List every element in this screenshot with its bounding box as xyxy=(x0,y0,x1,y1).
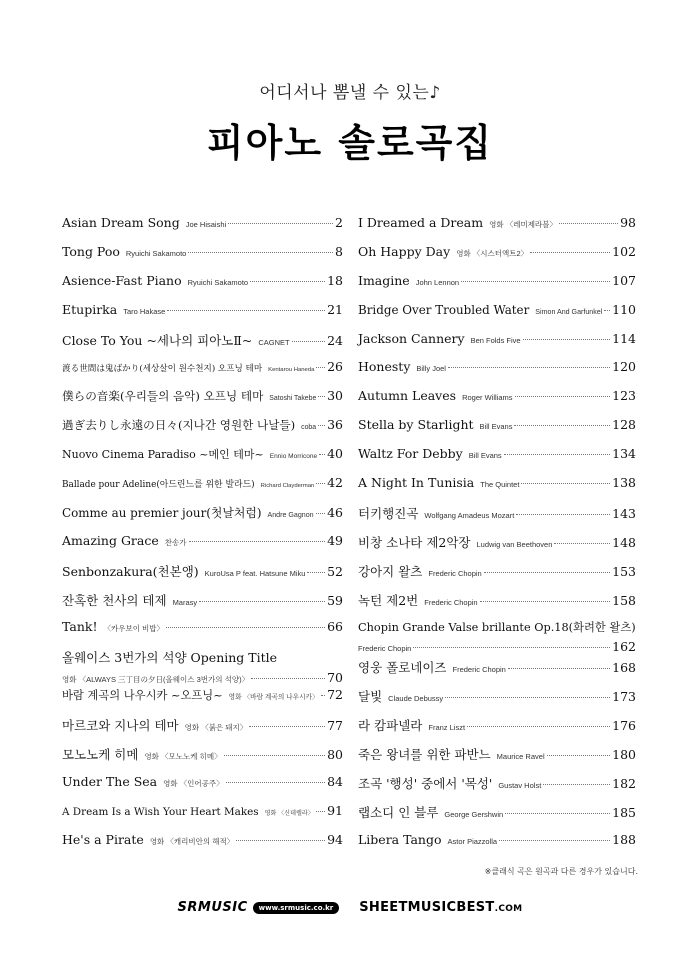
toc-entry xyxy=(358,446,636,475)
song-title: 라 캄파넬라 xyxy=(358,718,423,734)
song-artist: Frederic Chopin xyxy=(452,665,506,675)
page-number: 2 xyxy=(335,215,343,230)
song-artist: 영화 〈바람 계곡의 나우시카〉 xyxy=(228,694,319,702)
page-number: 18 xyxy=(327,272,343,288)
dot-leader xyxy=(199,601,325,602)
dot-leader xyxy=(307,572,325,573)
toc-entry xyxy=(62,562,343,591)
page-number: 114 xyxy=(612,330,636,346)
song-title: Stella by Starlight xyxy=(358,417,474,433)
toc-entry xyxy=(62,533,343,562)
song-title: I Dreamed a Dream xyxy=(358,215,484,230)
toc-entry xyxy=(358,716,636,745)
song-title: Bridge Over Troubled Water xyxy=(358,302,530,317)
page-number: 40 xyxy=(327,446,343,462)
book-subtitle: 어디서나 뽐낼 수 있는♪ xyxy=(259,83,441,103)
page-number: 42 xyxy=(327,475,343,491)
dot-leader xyxy=(413,647,610,648)
dot-leader xyxy=(188,252,333,253)
dot-leader xyxy=(480,601,611,602)
dot-leader xyxy=(445,697,610,698)
dot-leader xyxy=(226,782,325,783)
song-artist: John Lennon xyxy=(415,277,460,287)
song-artist: Frederic Chopin xyxy=(358,644,412,654)
song-artist: 영화 〈ALWAYS 三丁目の夕日(올웨이스 3번가의 석양)〉 xyxy=(62,675,250,685)
song-title: Under The Sea xyxy=(62,774,158,790)
toc-entry xyxy=(358,832,636,861)
dot-leader xyxy=(249,726,325,727)
dot-leader xyxy=(167,310,325,311)
page-number: 180 xyxy=(612,747,636,763)
dot-leader xyxy=(318,425,325,426)
toc-entry xyxy=(358,475,636,504)
page-number: 46 xyxy=(327,504,343,520)
srmusic-logo: SRMUSIC xyxy=(177,900,248,915)
song-title: 죽은 왕녀를 위한 파반느 xyxy=(358,747,491,763)
page-number: 52 xyxy=(327,563,343,579)
song-artist: 영화 〈모노노케 히메〉 xyxy=(144,752,222,762)
dot-leader xyxy=(543,784,610,785)
page-number: 138 xyxy=(612,475,636,491)
toc-entry xyxy=(62,359,343,388)
song-artist: CAGNET xyxy=(258,337,290,347)
dot-leader xyxy=(559,223,618,224)
page-number: 153 xyxy=(612,563,636,579)
dot-leader xyxy=(523,339,611,340)
dot-leader xyxy=(224,755,326,756)
page-number: 188 xyxy=(612,831,636,847)
song-artist: KuroUsa P feat. Hatsune Miku xyxy=(204,568,306,578)
toc-entry xyxy=(358,619,636,658)
dot-leader xyxy=(508,668,610,669)
dot-leader xyxy=(292,341,326,342)
song-title: Imagine xyxy=(358,272,410,288)
page-number: 110 xyxy=(612,301,636,317)
song-artist: Satoshi Takebe xyxy=(269,395,317,403)
page-number: 120 xyxy=(612,359,636,375)
toc-entry xyxy=(358,774,636,803)
page-number: 49 xyxy=(327,532,343,548)
song-artist: George Gershwin xyxy=(444,809,504,819)
dot-leader xyxy=(250,281,325,282)
dot-leader xyxy=(166,627,325,628)
page-number: 24 xyxy=(327,332,343,348)
toc-entry xyxy=(62,417,343,446)
toc-entry xyxy=(358,658,636,687)
page-number: 143 xyxy=(612,505,636,521)
dot-leader xyxy=(604,310,610,311)
toc-entry xyxy=(62,745,343,774)
dot-leader xyxy=(514,425,610,426)
song-title: Oh Happy Day xyxy=(358,243,451,259)
toc-entry xyxy=(358,388,636,417)
toc-entry xyxy=(62,273,343,302)
page-number: 102 xyxy=(612,243,636,259)
song-title: 영웅 폴로네이즈 xyxy=(358,660,447,676)
song-artist: Claude Debussy xyxy=(388,694,444,704)
dot-leader xyxy=(467,726,610,727)
song-title: He's a Pirate xyxy=(62,831,144,847)
song-artist: Franz Liszt xyxy=(428,723,466,733)
song-title: Close To You ~세나의 피아노Ⅱ~ xyxy=(62,332,253,348)
page-number: 59 xyxy=(327,592,343,608)
toc-entry xyxy=(62,619,343,648)
page-number: 173 xyxy=(612,689,636,705)
song-artist: Ryuichi Sakamoto xyxy=(125,248,187,258)
classical-note: ※클래식 곡은 원곡과 다른 경우가 있습니다. xyxy=(484,867,638,876)
toc-entry xyxy=(358,687,636,716)
toc-entry xyxy=(62,687,343,716)
toc-entry xyxy=(358,273,636,302)
song-title: 過ぎ去りし永遠の日々(지나간 영원한 나날들) xyxy=(62,418,296,433)
toc-entry xyxy=(358,591,636,620)
page-number: 26 xyxy=(327,359,343,375)
dot-leader xyxy=(236,840,325,841)
song-title: Comme au premier jour(첫날처럼) xyxy=(62,505,262,520)
song-title: 랩소디 인 블루 xyxy=(358,804,439,820)
song-artist: Ludwig van Beethoven xyxy=(476,539,553,549)
song-title: Jackson Cannery xyxy=(358,330,465,346)
dot-leader xyxy=(530,252,610,253)
song-artist: Ennio Morricone xyxy=(269,453,318,461)
toc-entry xyxy=(62,215,343,244)
song-title: 비창 소나타 제2악장 xyxy=(358,534,471,550)
song-artist: The Quintet xyxy=(480,480,520,490)
page-number: 80 xyxy=(327,747,343,763)
dot-leader xyxy=(316,811,325,812)
footer xyxy=(0,900,700,915)
song-artist: coba xyxy=(301,424,317,432)
toc-entry xyxy=(358,331,636,360)
page-number: 21 xyxy=(327,301,343,317)
dot-leader xyxy=(316,513,325,514)
song-artist: 영화 〈신데렐라〉 xyxy=(264,809,314,817)
toc-entry xyxy=(358,533,636,562)
song-title: 잔혹한 천사의 테제 xyxy=(62,592,167,608)
toc-entry xyxy=(358,504,636,533)
song-artist: 영화 〈캐리비안의 해적〉 xyxy=(149,836,235,846)
song-artist: 찬송가 xyxy=(164,537,187,547)
page-number: 134 xyxy=(612,446,636,462)
sheetmusicbest-suffix: .COM xyxy=(494,904,523,914)
dot-leader xyxy=(251,678,325,679)
dot-leader xyxy=(515,396,611,397)
page-number: 182 xyxy=(612,776,636,792)
song-artist: Frederic Chopin xyxy=(424,597,478,607)
dot-leader xyxy=(505,813,610,814)
song-title: 녹턴 제2번 xyxy=(358,592,419,608)
page-number: 94 xyxy=(327,831,343,847)
toc-right-column xyxy=(358,215,636,861)
toc-entry xyxy=(62,648,343,687)
toc-entry xyxy=(62,475,343,504)
toc-entry xyxy=(358,244,636,273)
dot-leader xyxy=(316,367,325,368)
page-number: 91 xyxy=(327,802,343,818)
toc-entry xyxy=(62,302,343,331)
song-title: 모노노케 히메 xyxy=(62,747,139,763)
page-number: 30 xyxy=(327,388,343,404)
toc-entry xyxy=(358,803,636,832)
page-number: 98 xyxy=(620,215,636,230)
page-number: 70 xyxy=(327,670,343,686)
dot-leader xyxy=(319,454,325,455)
song-title: Asience-Fast Piano xyxy=(62,272,182,288)
toc-entry xyxy=(62,774,343,803)
sheetmusicbest-name: SHEETMUSICBEST xyxy=(359,900,495,915)
song-title: Tong Poo xyxy=(62,243,120,259)
dot-leader xyxy=(504,454,610,455)
toc-entry xyxy=(62,504,343,533)
song-artist: 영화 〈붉은 돼지〉 xyxy=(184,723,248,733)
song-title: Nuovo Cinema Paradiso ~메인 테마~ xyxy=(62,448,264,462)
song-artist: Astor Piazzolla xyxy=(447,836,498,846)
srmusic-url: www.srmusic.co.kr xyxy=(253,902,340,914)
page-number: 36 xyxy=(327,417,343,433)
song-artist: Ryuichi Sakamoto xyxy=(187,277,249,287)
song-artist: Roger Williams xyxy=(462,393,513,403)
page-number: 162 xyxy=(612,639,636,655)
song-title: Amazing Grace xyxy=(62,532,159,548)
page-number: 185 xyxy=(612,804,636,820)
page-number: 123 xyxy=(612,388,636,404)
dot-leader xyxy=(189,541,326,542)
page-number: 107 xyxy=(612,272,636,288)
song-title: 渡る世間は鬼ばかり(세상살이 원수천지) 오프닝 테마 xyxy=(62,364,263,375)
toc-entry xyxy=(62,388,343,417)
page-number: 8 xyxy=(335,243,343,259)
song-title: Chopin Grande Valse brillante Op.18(화려한 왈츠) xyxy=(358,621,636,635)
toc-entry xyxy=(358,215,636,244)
song-artist: Gustav Holst xyxy=(498,781,542,791)
page-number: 77 xyxy=(327,718,343,734)
toc-entry xyxy=(62,716,343,745)
toc-entry xyxy=(62,446,343,475)
song-title: A Dream Is a Wish Your Heart Makes xyxy=(62,805,259,818)
song-title: Senbonzakura(천본앵) xyxy=(62,563,199,579)
song-artist: 영화 〈시스터액트2〉 xyxy=(456,248,529,258)
toc-entry xyxy=(358,417,636,446)
song-artist: Frederic Chopin xyxy=(428,568,482,578)
song-artist: Richard Clayderman xyxy=(260,483,315,490)
song-title: Tank! xyxy=(62,619,98,635)
song-artist: 〈카우보이 비밥〉 xyxy=(103,624,165,634)
page-number: 84 xyxy=(327,774,343,790)
dot-leader xyxy=(316,483,325,484)
dot-leader xyxy=(516,514,610,515)
dot-leader xyxy=(499,840,610,841)
song-title: 강아지 왈츠 xyxy=(358,563,423,579)
song-artist: Marasy xyxy=(172,597,198,607)
page-number: 72 xyxy=(327,687,343,703)
song-title: 올웨이스 3번가의 석양 Opening Title xyxy=(62,650,278,666)
page-number: 66 xyxy=(327,619,343,635)
dot-leader xyxy=(321,695,325,696)
dot-leader xyxy=(228,223,333,224)
page-number: 168 xyxy=(612,660,636,676)
song-artist: Bill Evans xyxy=(479,422,513,432)
song-artist: 영화 〈인어공주〉 xyxy=(163,779,224,789)
song-title: 僕らの音楽(우리들의 음악) 오프닝 테마 xyxy=(62,389,264,404)
song-title: Ballade pour Adeline(아드린느를 위한 발라드) xyxy=(62,480,255,491)
toc-entry xyxy=(62,591,343,620)
song-artist: 영화 〈레미제라블〉 xyxy=(489,220,557,229)
toc-left-column xyxy=(62,215,343,861)
toc-entry xyxy=(62,244,343,273)
page-number: 148 xyxy=(612,534,636,550)
toc-entry xyxy=(62,331,343,360)
toc-entry xyxy=(62,832,343,861)
song-title: Libera Tango xyxy=(358,831,442,847)
song-title: A Night In Tunisia xyxy=(358,475,475,491)
toc-entry xyxy=(358,302,636,331)
dot-leader xyxy=(547,755,611,756)
toc-entry xyxy=(358,745,636,774)
song-title: 터키행진곡 xyxy=(358,505,419,521)
entry-subline xyxy=(358,639,636,654)
song-artist: Joe Hisaishi xyxy=(185,220,227,229)
song-title: Autumn Leaves xyxy=(358,388,457,404)
toc-entry xyxy=(358,359,636,388)
sheetmusicbest-logo xyxy=(359,900,522,915)
song-artist: Andre Gagnon xyxy=(267,510,314,519)
song-artist: Billy Joel xyxy=(416,364,446,374)
page-number: 158 xyxy=(612,592,636,608)
page-number: 128 xyxy=(612,417,636,433)
dot-leader xyxy=(554,543,610,544)
song-title: 조곡 '행성' 중에서 '목성' xyxy=(358,776,493,792)
song-artist: Bill Evans xyxy=(468,451,502,461)
song-title: Waltz For Debby xyxy=(358,446,463,462)
song-title: 바람 계곡의 나우시카 ~오프닝~ xyxy=(62,689,223,703)
song-title: Asian Dream Song xyxy=(62,215,180,230)
song-artist: Wolfgang Amadeus Mozart xyxy=(424,510,515,520)
toc-entry xyxy=(358,562,636,591)
book-title: 피아노 솔로곡집 xyxy=(206,121,494,165)
song-title: Honesty xyxy=(358,359,411,375)
song-artist: Ben Folds Five xyxy=(470,335,521,345)
song-artist: Maurice Ravel xyxy=(496,752,545,762)
song-artist: Kentarou Haneda xyxy=(268,367,315,374)
song-title: Etupirka xyxy=(62,301,118,317)
dot-leader xyxy=(521,483,610,484)
dot-leader xyxy=(484,572,610,573)
entry-subline xyxy=(62,670,343,685)
song-artist: Simon And Garfunkel xyxy=(535,307,603,316)
toc-entry xyxy=(62,803,343,832)
page-number: 176 xyxy=(612,718,636,734)
dot-leader xyxy=(318,396,325,397)
song-artist: Taro Hakase xyxy=(123,306,166,316)
dot-leader xyxy=(461,281,610,282)
song-title: 달빛 xyxy=(358,689,383,705)
dot-leader xyxy=(448,367,610,368)
song-title: 마르코와 지나의 테마 xyxy=(62,718,179,734)
